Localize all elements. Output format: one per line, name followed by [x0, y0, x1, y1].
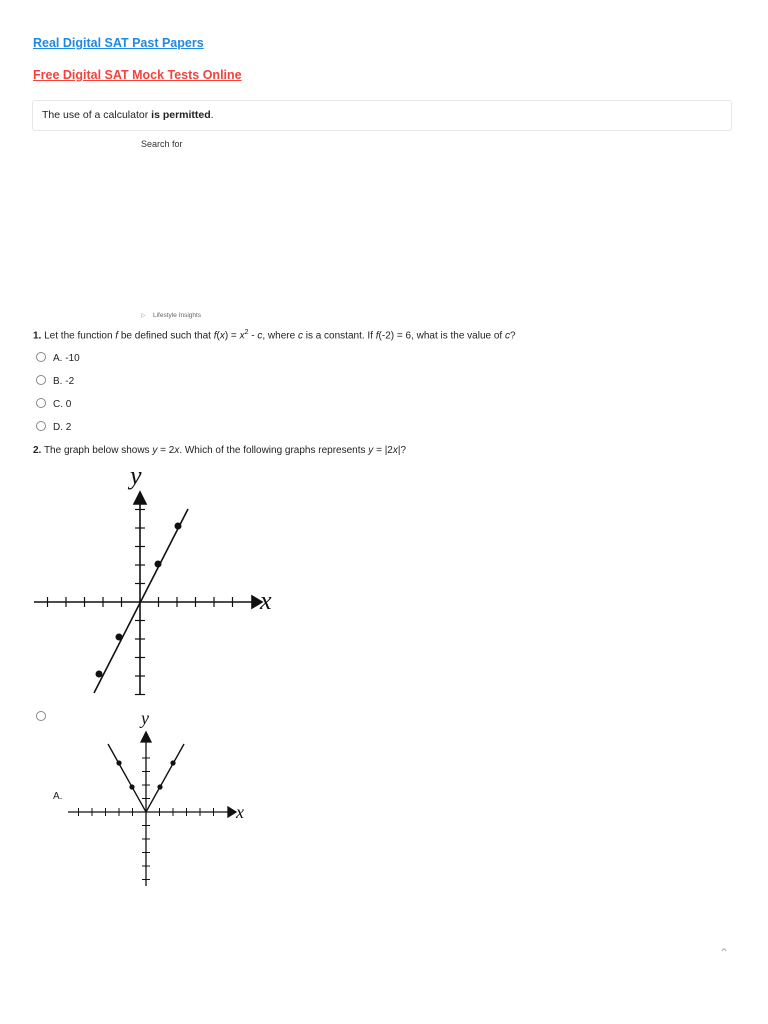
point [155, 561, 162, 568]
point [129, 784, 134, 789]
q1-option-b-value: -2 [65, 376, 75, 387]
graph-y-equals-2x [30, 462, 290, 702]
q1-option-c[interactable] [36, 398, 71, 412]
chevron-up-icon[interactable]: ⌃ [719, 946, 730, 960]
ad-search-for[interactable]: Search for [141, 139, 183, 149]
point [96, 671, 103, 678]
x-axis-label: x [236, 802, 244, 822]
q2-option-a-radio[interactable] [36, 711, 46, 721]
ad-choices-icon: ▷ [141, 313, 146, 319]
y-axis-label: y [130, 462, 142, 490]
ad-sponsor-label: Lifestyle Insights [153, 312, 202, 319]
y-axis-arrow [134, 492, 146, 504]
radio-icon[interactable] [36, 421, 46, 431]
question-1-text: 1. Let the function f be defined such that $f(x) = x^2 - c$, where c is a constant. If f(-2) = 6, what is the value of c? [33, 329, 516, 342]
x-axis-arrow [228, 807, 236, 817]
point [170, 760, 175, 765]
calculator-notice [32, 100, 732, 131]
calculator-notice-suffix: . [210, 109, 214, 121]
mock-tests-link[interactable]: Free Digital SAT Mock Tests Online [33, 68, 242, 82]
past-papers-link[interactable]: Real Digital SAT Past Papers [33, 36, 204, 50]
question-2-text: 2. The graph below shows y = 2x. Which of the following graphs represents y = |2x|? [33, 445, 407, 456]
q1-option-b[interactable] [36, 375, 74, 389]
x-axis-label: x [260, 586, 272, 615]
calculator-notice-emphasis: is permitted [151, 109, 211, 121]
question-1-number: 1. [33, 330, 42, 342]
point [116, 634, 123, 641]
q1-option-c-value: 0 [65, 399, 72, 410]
radio-icon[interactable] [36, 398, 46, 408]
calculator-notice-prefix: The use of a calculator [42, 109, 152, 121]
q1-option-c-letter: C. [53, 399, 63, 410]
question-2-number: 2. [33, 445, 42, 456]
radio-icon[interactable] [36, 375, 46, 385]
line-y-2x [94, 509, 188, 693]
q1-option-b-letter: B. [53, 376, 63, 387]
q1-option-d-value: 2 [65, 422, 72, 433]
point [157, 784, 162, 789]
ad-sponsor[interactable] [141, 312, 201, 319]
y-axis-arrow [141, 732, 151, 742]
q2-option-a-label: A. [53, 791, 63, 802]
graph-option-a [62, 706, 262, 891]
q1-option-a-value: -10 [65, 353, 80, 364]
q1-option-a[interactable] [36, 352, 80, 366]
q1-option-d[interactable] [36, 421, 71, 435]
point [175, 523, 182, 530]
point [116, 760, 121, 765]
q1-option-a-letter: A. [53, 353, 63, 364]
radio-icon[interactable] [36, 352, 46, 362]
y-axis-label: y [141, 708, 149, 728]
q1-option-d-letter: D. [53, 422, 63, 433]
